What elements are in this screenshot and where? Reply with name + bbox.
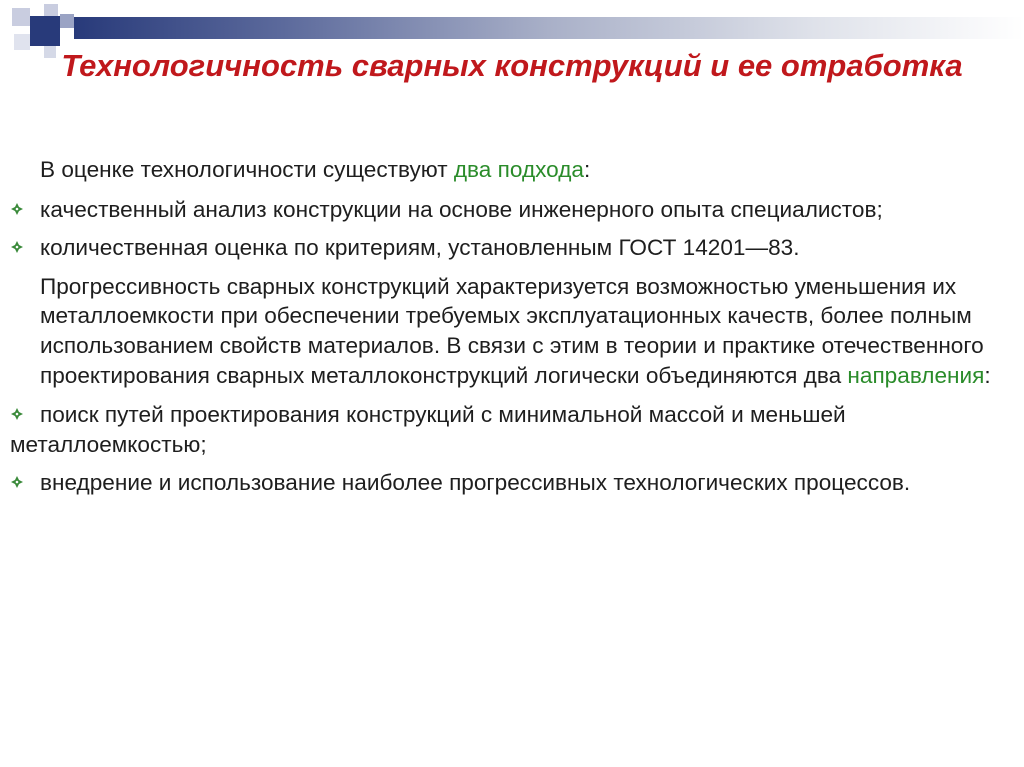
- list-item: [10, 195, 1000, 225]
- decor-square: [12, 8, 30, 26]
- bullet-text: количественная оценка по критериям, установленным ГОСТ 14201—83.: [40, 235, 800, 261]
- paragraph-text: Прогрессивность сварных конструкций характеризуется возможностью уменьшения их металлоемкости при обеспечении требуемых эксплуатационных качеств, более полным использованием свойств материалов. В связи с этим в теории и практике отечественного проектирования сварных металлоконструкций логически объединяются два: [40, 273, 984, 388]
- decor-square: [14, 34, 30, 50]
- main-paragraph: [10, 272, 1000, 390]
- list-item: [10, 468, 1000, 498]
- paragraph-highlight: направления: [847, 362, 985, 388]
- slide-title: Технологичность сварных конструкций и ее отработка: [61, 48, 963, 83]
- bullet-text: внедрение и использование наиболее прогрессивных технологических процессов.: [40, 470, 911, 496]
- title-gradient-bar: [74, 17, 1024, 39]
- decor-square: [60, 14, 74, 28]
- intro-text: В оценке технологичности существуют: [40, 157, 454, 182]
- bullet-text: поиск путей проектирования конструкций с минимальной массой и меньшей металлоемкостью;: [10, 402, 846, 457]
- diamond-bullet-icon: [10, 407, 28, 421]
- intro-colon: :: [584, 157, 591, 182]
- slide-body: [10, 155, 1000, 498]
- diamond-bullet-icon: [10, 240, 28, 254]
- list-item: [10, 233, 1000, 263]
- diamond-bullet-icon: [10, 202, 28, 216]
- decor-square: [30, 16, 60, 46]
- diamond-bullet-icon: [10, 475, 28, 489]
- list-item: [10, 400, 1000, 459]
- intro-highlight: два подхода: [453, 157, 584, 182]
- paragraph-colon: :: [984, 362, 991, 388]
- intro-paragraph: [10, 155, 1000, 185]
- bullet-text: качественный анализ конструкции на основе инженерного опыта специалистов;: [40, 196, 883, 222]
